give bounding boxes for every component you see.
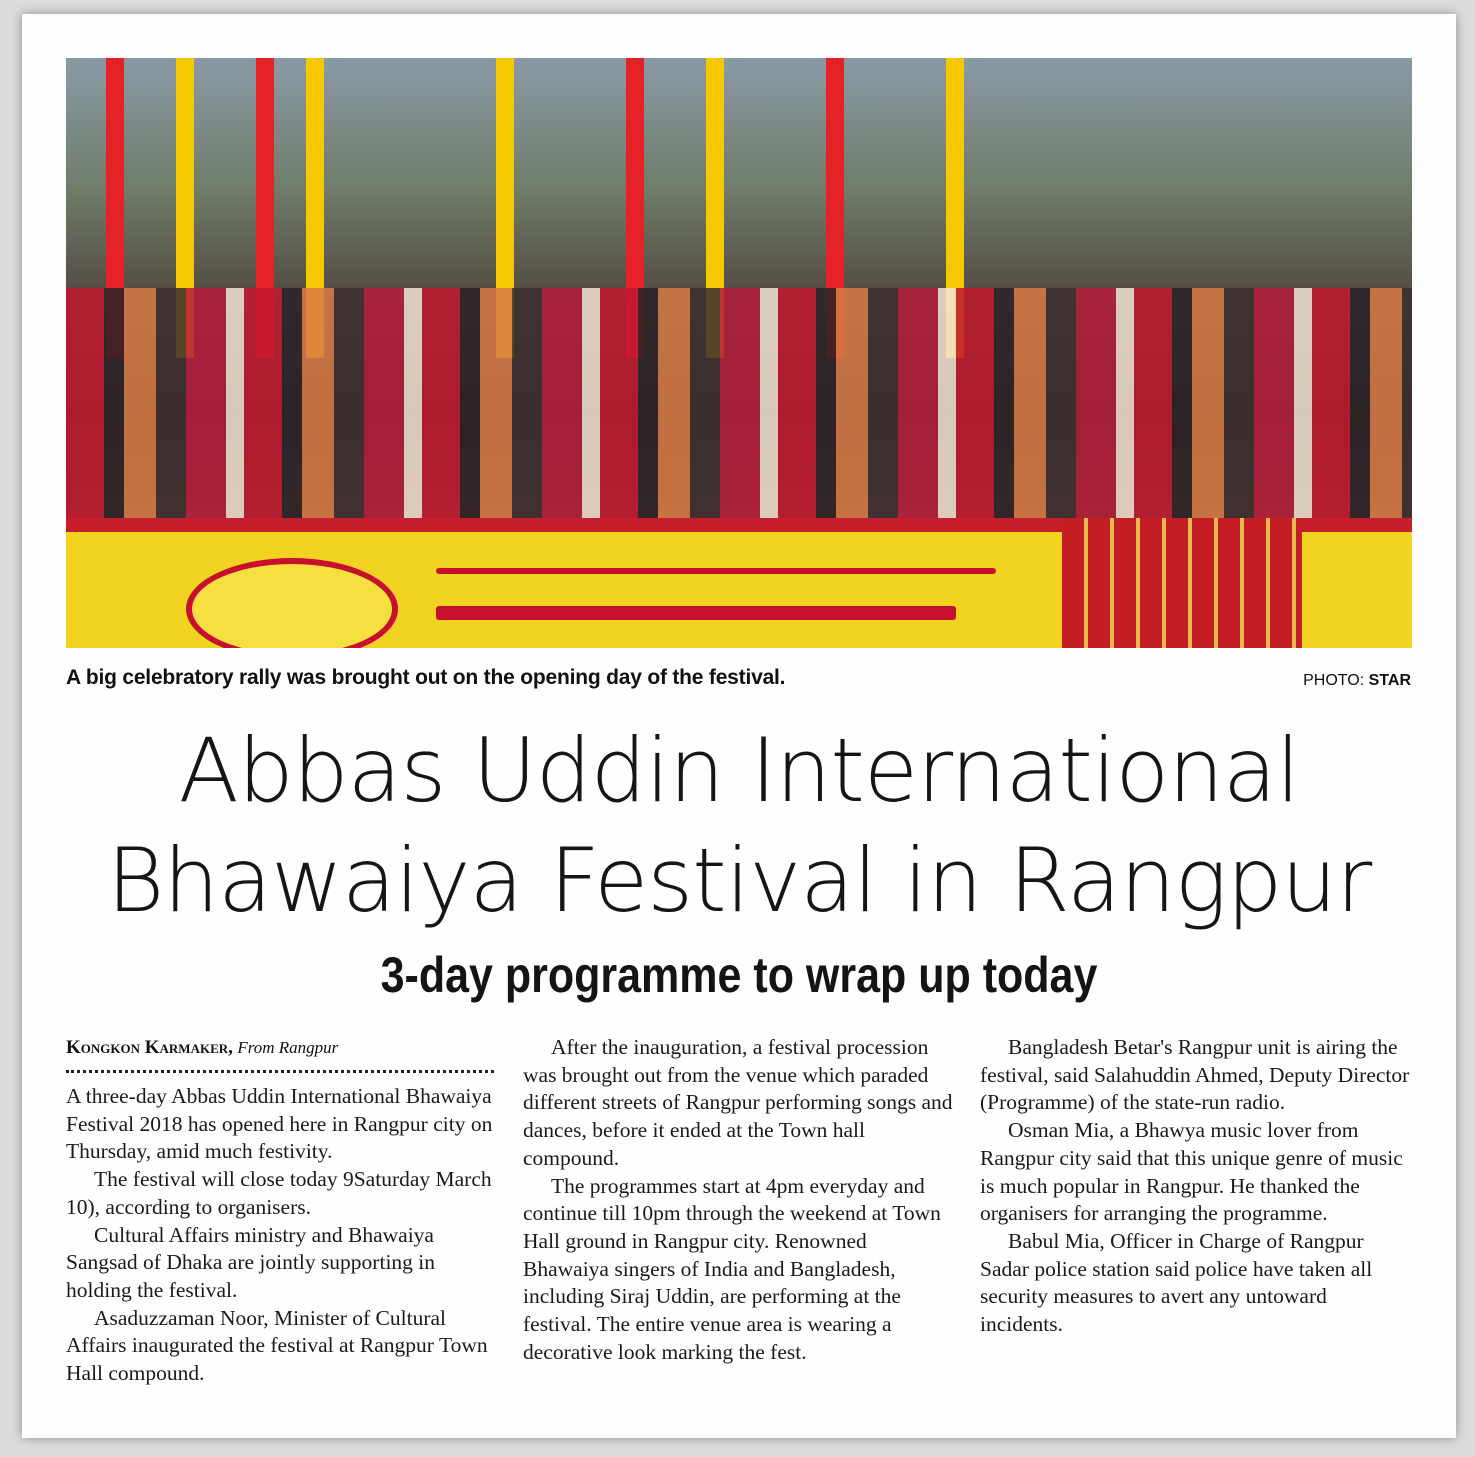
headline-line-1: Abbas Uddin International: [178, 719, 1300, 822]
byline: [66, 1034, 496, 1060]
article-paragraph: A three-day Abbas Uddin International Bhawaiya Festival 2018 has opened here in Rangpur city on Thursday, amid much festivity.: [66, 1084, 493, 1164]
headline-line-2: Bhawaiya Festival in Rangpur: [106, 829, 1372, 932]
festival-logo: [186, 558, 398, 648]
byline-location: From Rangpur: [237, 1038, 339, 1057]
byline-name: Kongkon Karmaker,: [66, 1037, 233, 1058]
article-paragraph: Babul Mia, Officer in Charge of Rangpur Sadar police station said police have taken all security measures to avert any untoward incidents.: [980, 1228, 1373, 1337]
article-column-2: [523, 1034, 953, 1366]
photo-caption: A big celebratory rally was brought out on the opening day of the festival.: [66, 666, 786, 689]
crowd: [66, 288, 1412, 538]
procession-banner: [66, 518, 1412, 648]
banner-cloth: [1062, 518, 1302, 648]
article-paragraph: Asaduzzaman Noor, Minister of Cultural Affairs inaugurated the festival at Rangpur Town Hall compound.: [66, 1305, 488, 1386]
headline: [66, 716, 1412, 936]
photo-credit: [1303, 672, 1411, 690]
rally-photo: [66, 58, 1412, 648]
photo-credit-prefix: PHOTO:: [1303, 672, 1365, 689]
article-paragraph: Bangladesh Betar's Rangpur unit is airing the festival, said Salahuddin Ahmed, Deputy Director (Programme) of the state-run radio.: [980, 1035, 1410, 1115]
article-column-3: [980, 1034, 1410, 1339]
subheadline: 3-day programme to wrap up today: [380, 947, 1098, 1003]
article-paragraph: After the inauguration, a festival procession was brought out from the venue which paraded different streets of Rangpur performing songs and dances, before it ended at the Town hall compound.: [523, 1035, 953, 1170]
banner-script: [436, 568, 996, 574]
article-paragraph: The programmes start at 4pm everyday and continue till 10pm through the weekend at Town Hall ground in Rangpur city. Renowned Bhawaiya singers of India and Bangladesh, including Siraj Uddin, are performing at the festival. The entire venue area is wearing a decorative look marking the fest.: [523, 1173, 941, 1364]
photo-credit-source: STAR: [1368, 672, 1411, 689]
article-paragraph: The festival will close today 9Saturday March 10), according to organisers.: [66, 1167, 492, 1219]
article-paragraph: Osman Mia, a Bhawya music lover from Rangpur city said that this unique genre of music is much popular in Rangpur. He thanked the organisers for arranging the programme.: [980, 1118, 1403, 1226]
article-paragraph: Cultural Affairs ministry and Bhawaiya Sangsad of Dhaka are jointly supporting in holding the festival.: [66, 1222, 436, 1302]
byline-divider: [66, 1070, 494, 1073]
banner-script: [436, 606, 956, 620]
article-column-1: [66, 1034, 496, 1388]
